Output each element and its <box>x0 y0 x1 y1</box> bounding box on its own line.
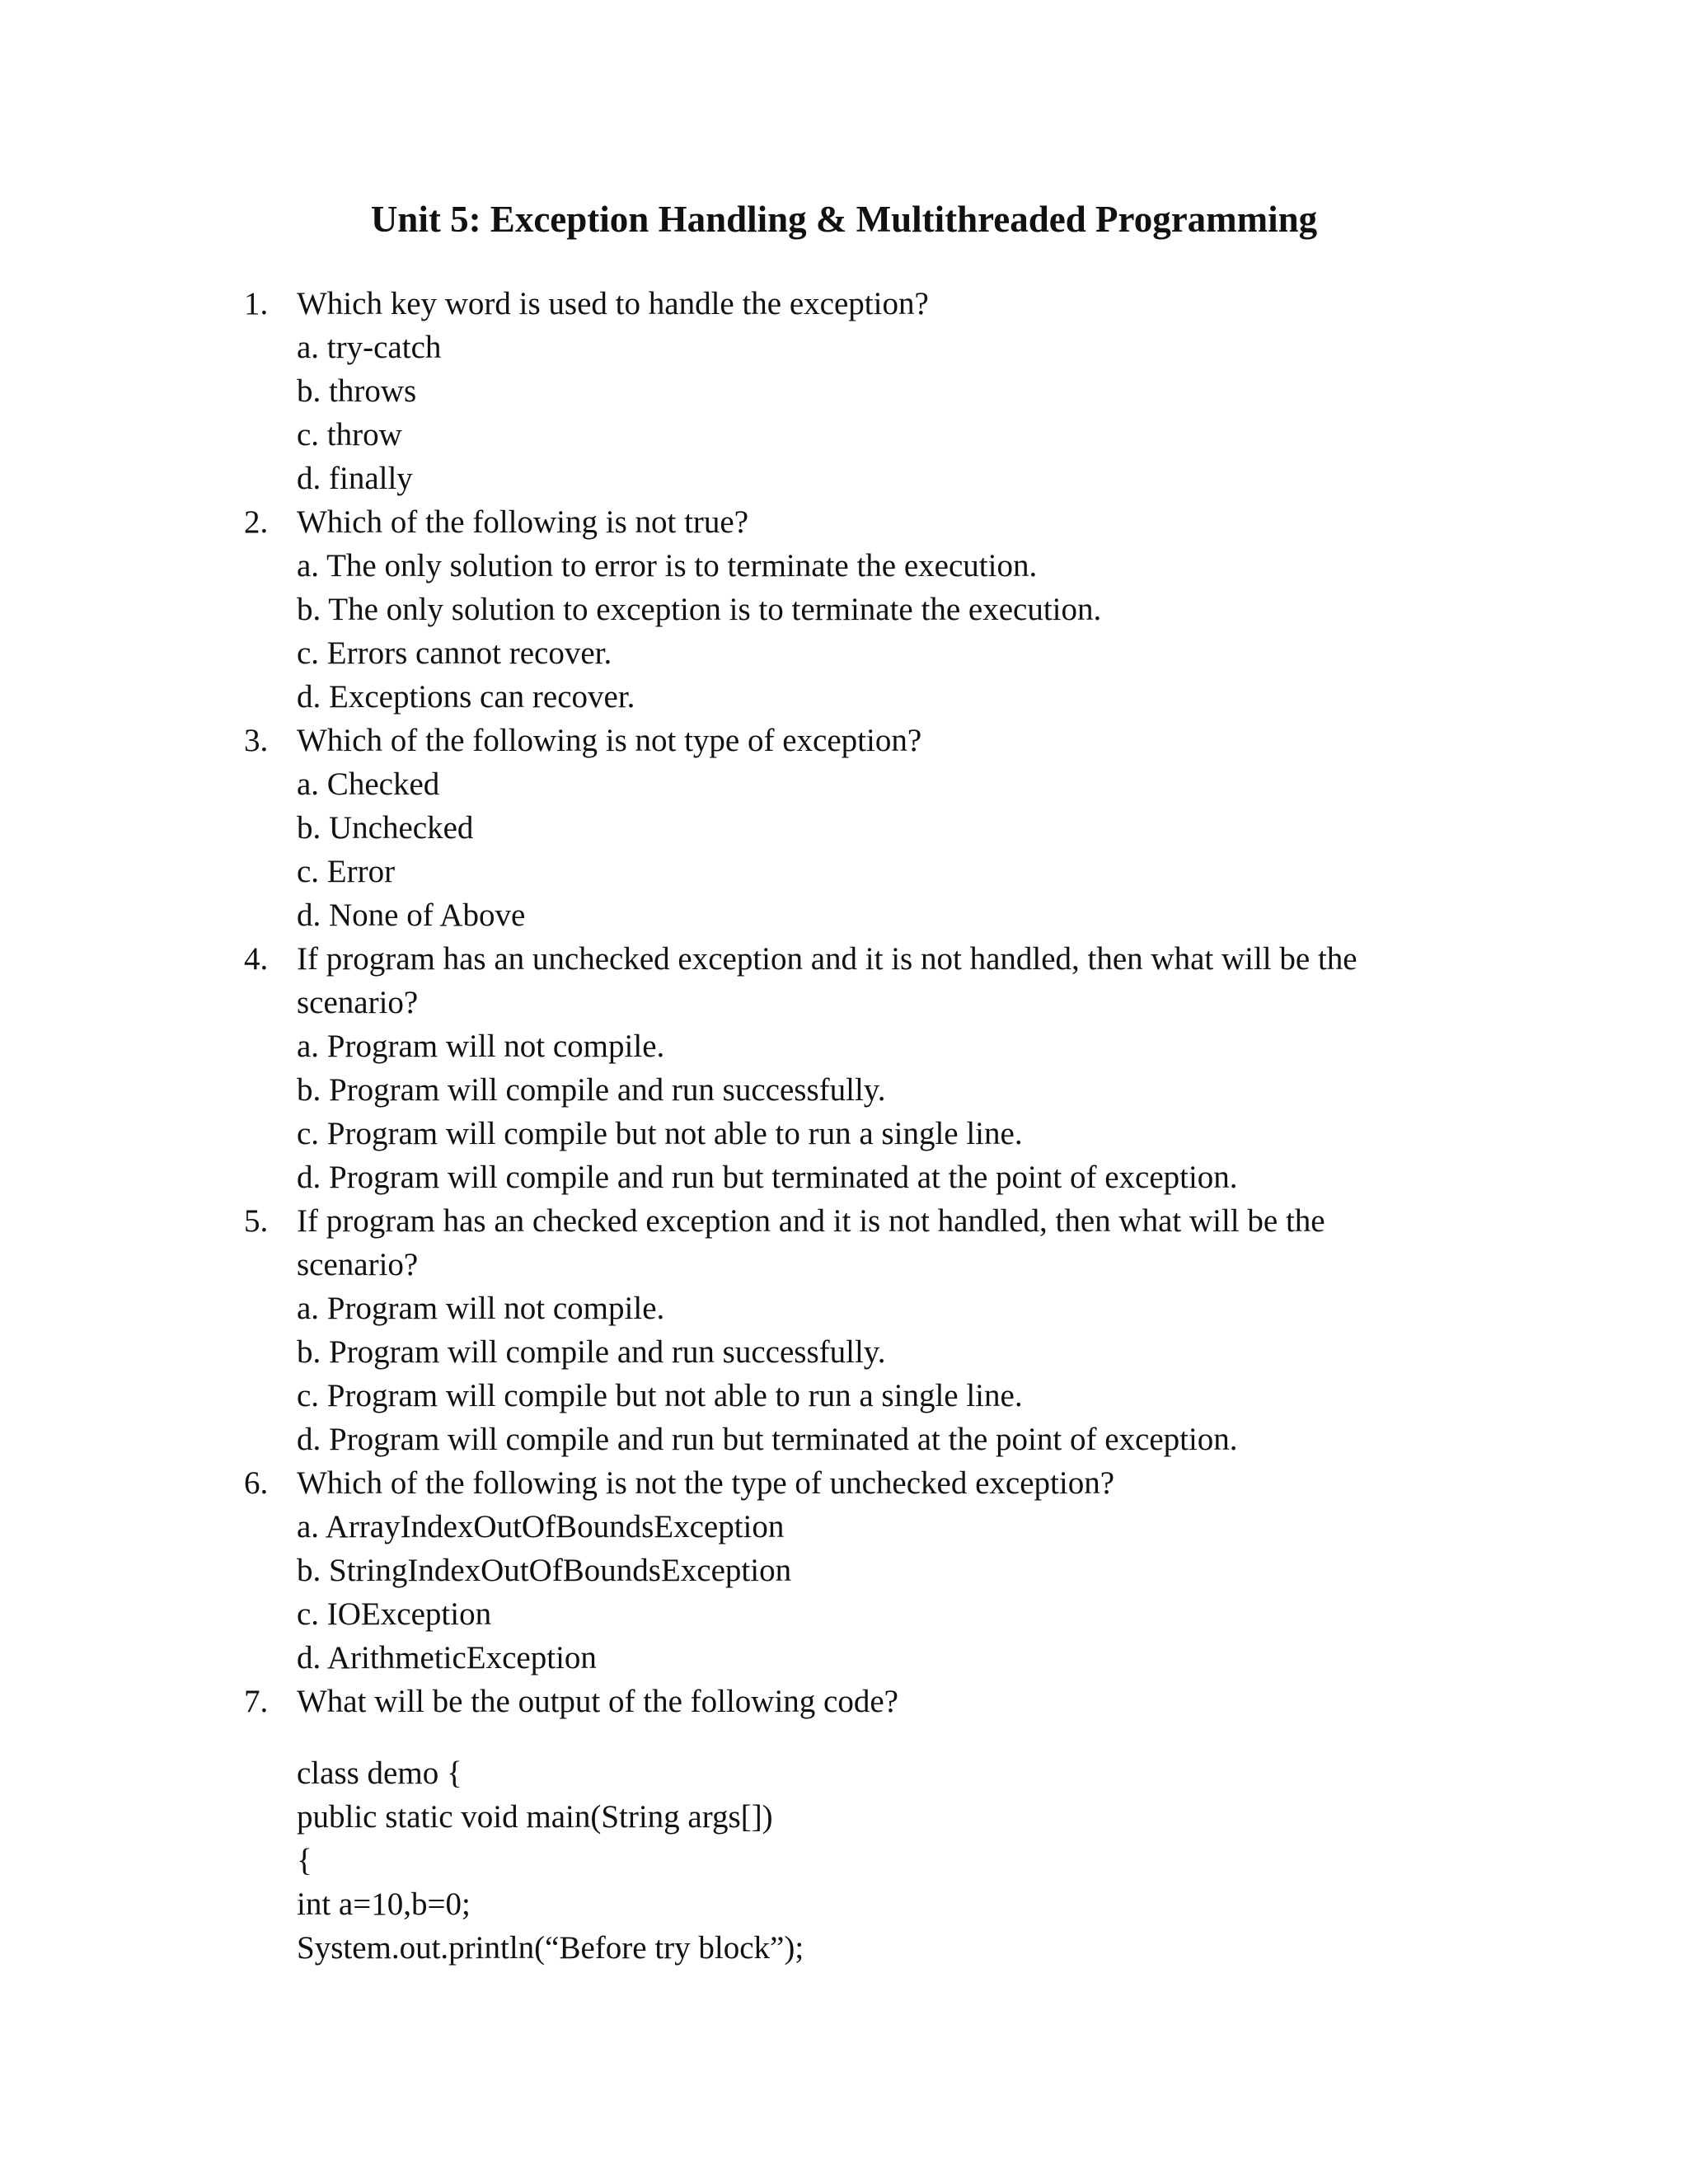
option-d: d. Program will compile and run but terminated at the point of exception. <box>297 1160 1238 1195</box>
option-a: a. The only solution to error is to terminate the execution. <box>297 548 1038 583</box>
option-b: b. StringIndexOutOfBoundsException <box>297 1553 792 1588</box>
question-5 <box>0 1199 1688 1461</box>
question-7 <box>0 1680 1688 1970</box>
question-list <box>0 282 1688 1970</box>
option-b: b. throws <box>297 373 417 409</box>
option-d: d. ArithmeticException <box>297 1640 597 1675</box>
page-title: Unit 5: Exception Handling & Multithreaded Programming <box>370 199 1318 240</box>
option-c: c. IOException <box>297 1596 492 1632</box>
code-snippet <box>0 1751 1688 1970</box>
question-text: Which of the following is not true? <box>297 504 749 540</box>
question-stem <box>0 719 1401 762</box>
question-2 <box>0 500 1688 719</box>
option-c: c. Program will compile but not able to run a single line. <box>297 1116 1023 1151</box>
option-c: c. Program will compile but not able to run a single line. <box>297 1378 1023 1413</box>
question-stem <box>0 937 1401 1024</box>
code-line: int a=10,b=0; <box>297 1886 471 1922</box>
question-stem <box>0 282 1401 326</box>
question-6 <box>0 1461 1688 1680</box>
option-a: a. Checked <box>297 766 440 802</box>
option-d: d. None of Above <box>297 898 526 933</box>
option-c: c. Error <box>297 854 396 889</box>
code-line: System.out.println(“Before try block”); <box>297 1930 804 1966</box>
option-d: d. Program will compile and run but terminated at the point of exception. <box>297 1422 1238 1457</box>
question-number: 6. <box>244 1465 269 1501</box>
option-b: b. Program will compile and run successfully. <box>297 1072 886 1108</box>
question-number: 3. <box>244 723 269 758</box>
question-text: If program has an checked exception and it is not handled, then what will be the scenario? <box>297 1203 1325 1282</box>
option-a: a. ArrayIndexOutOfBoundsException <box>297 1509 785 1544</box>
question-stem <box>0 1680 1401 1723</box>
question-stem <box>0 1199 1401 1286</box>
option-a: a. Program will not compile. <box>297 1029 665 1064</box>
question-stem <box>0 1461 1401 1505</box>
question-text: Which of the following is not the type of unchecked exception? <box>297 1465 1115 1501</box>
option-c: c. Errors cannot recover. <box>297 635 612 671</box>
question-stem <box>0 500 1401 544</box>
option-d: d. Exceptions can recover. <box>297 679 635 715</box>
option-a: a. try-catch <box>297 330 442 365</box>
option-a: a. Program will not compile. <box>297 1291 665 1326</box>
question-text: What will be the output of the following code? <box>297 1684 898 1719</box>
question-3 <box>0 719 1688 937</box>
question-text: Which of the following is not type of exception? <box>297 723 922 758</box>
question-number: 2. <box>244 504 269 540</box>
option-b: b. Program will compile and run successfully. <box>297 1334 886 1370</box>
question-number: 4. <box>244 941 269 977</box>
question-4 <box>0 937 1688 1199</box>
question-text: Which key word is used to handle the exception? <box>297 286 929 321</box>
question-number: 5. <box>244 1203 269 1239</box>
question-text: If program has an unchecked exception and it is not handled, then what will be the scenario? <box>297 941 1357 1020</box>
code-line: { <box>297 1843 312 1878</box>
option-c: c. throw <box>297 417 402 452</box>
question-number: 1. <box>244 286 269 321</box>
question-number: 7. <box>244 1684 269 1719</box>
option-b: b. Unchecked <box>297 810 474 846</box>
option-b: b. The only solution to exception is to terminate the execution. <box>297 592 1102 627</box>
code-line: class demo { <box>297 1755 462 1791</box>
code-line: public static void main(String args[]) <box>297 1799 773 1835</box>
option-d: d. finally <box>297 461 413 496</box>
question-1 <box>0 282 1688 500</box>
